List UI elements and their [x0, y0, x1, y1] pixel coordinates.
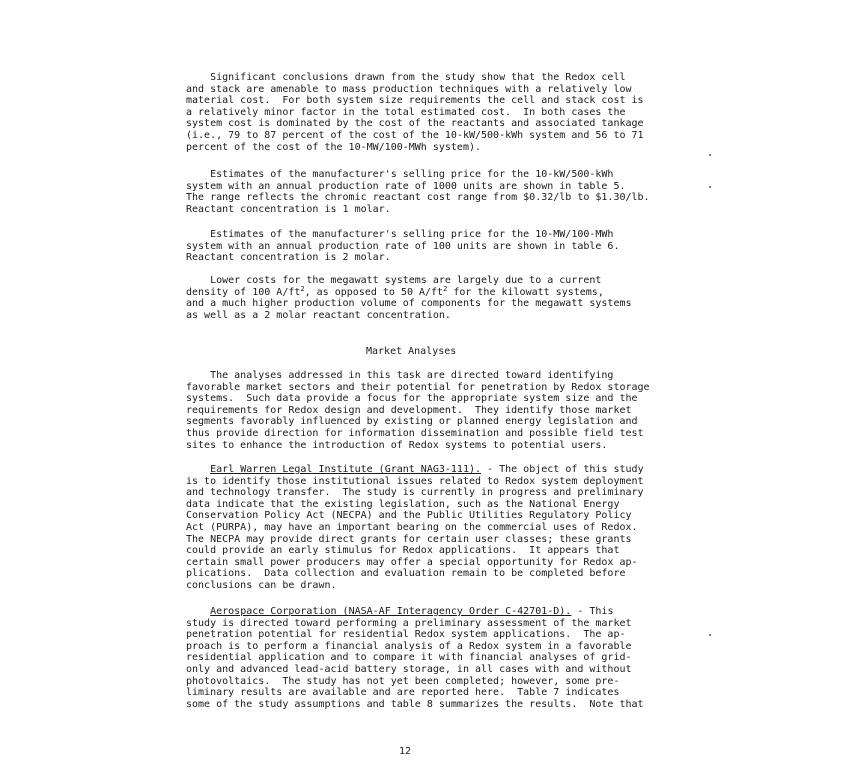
- text-line: plications. Data collection and evaluation remain to be completed before: [186, 568, 626, 580]
- text-line: The analyses addressed in this task are directed toward identifying: [186, 370, 614, 381]
- paragraph-lower-costs: [186, 275, 656, 321]
- text-line: percent of the cost of the 10-MW/100-MWh system).: [186, 141, 482, 153]
- text-line: study is directed toward performing a preliminary assessment of the market: [186, 617, 632, 629]
- text-line: system with an annual production rate of 100 units are shown in table 6.: [186, 240, 620, 252]
- text-line: certain small power producers may offer a special opportunity for Redox ap-: [186, 556, 638, 568]
- text-line: proach is to perform a financial analysis of a Redox system in a favorable: [186, 640, 632, 652]
- text-line: is to identify those institutional issues related to Redox system deployment: [186, 475, 644, 487]
- scan-speck: [709, 186, 711, 188]
- text-line: penetration potential for residential Redox system applications. The ap-: [186, 629, 626, 641]
- superscript: 2: [443, 284, 448, 293]
- text-line: The NECPA may provide direct grants for certain user classes; these grants: [186, 533, 632, 545]
- text-line: Estimates of the manufacturer's selling price for the 10-kW/500-kWh: [186, 169, 614, 180]
- text-line: Lower costs for the megawatt systems are largely due to a current: [186, 275, 602, 286]
- text-line: Reactant concentration is 1 molar.: [186, 203, 391, 215]
- text-segment: density of 100 A/ft: [186, 286, 301, 298]
- text-line: requirements for Redox design and development. They identify those market: [186, 404, 632, 416]
- scan-speck: [709, 154, 711, 156]
- text-line: some of the study assumptions and table 8 summarizes the results. Note that: [186, 698, 644, 710]
- text-line: photovoltaics. The study has not yet been completed; however, some pre-: [186, 675, 620, 687]
- text-segment: , as opposed to 50 A/ft: [304, 286, 444, 298]
- text-line: a relatively minor factor in the total estimated cost. In both cases the: [186, 106, 626, 118]
- text-segment: for the kilowatt systems,: [447, 286, 604, 298]
- text-segment: - The object of this study: [481, 464, 644, 475]
- text-line: Conservation Policy Act (NECPA) and the Public Utilities Regulatory Policy: [186, 510, 632, 522]
- text-line: Act (PURPA), may have an important bearing on the commercial uses of Redox.: [186, 521, 638, 533]
- text-line: (i.e., 79 to 87 percent of the cost of the 10-kW/500-kWh system and 56 to 71: [186, 129, 644, 141]
- text-line: favorable market sectors and their potential for penetration by Redox storage: [186, 381, 650, 393]
- paragraph-aerospace: [186, 606, 656, 710]
- text-line: Reactant concentration is 2 molar.: [186, 252, 391, 264]
- text-line: only and advanced lead-acid battery storage, in all cases with and without: [186, 663, 632, 675]
- paragraph-market-intro: [186, 370, 656, 451]
- paragraph-conclusions: [186, 72, 656, 153]
- text-line: [186, 606, 656, 618]
- text-line: and technology transfer. The study is currently in progress and preliminary: [186, 487, 644, 499]
- text-line: could provide an early stimulus for Redox applications. It appears that: [186, 545, 620, 557]
- paragraph-megawatt-estimates: [186, 229, 656, 264]
- text-line: Estimates of the manufacturer's selling price for the 10-MW/100-MWh: [186, 229, 614, 240]
- superscript: 2: [300, 284, 305, 293]
- text-line: and a much higher production volume of components for the megawatt systems: [186, 298, 632, 310]
- project-title: Aerospace Corporation (NASA-AF Interagency Order C-42701-D).: [210, 606, 572, 617]
- text-line: residential application and to compare it with financial analyses of grid-: [186, 652, 632, 664]
- page-number: 12: [399, 746, 412, 757]
- text-line: and stack are amenable to mass production techniques with a relatively low: [186, 83, 632, 95]
- text-line: [186, 284, 656, 299]
- paragraph-earl-warren: [186, 464, 656, 592]
- text-line: system cost is dominated by the cost of the reactants and associated tankage: [186, 118, 644, 130]
- text-line: [186, 464, 656, 476]
- text-line: system with an annual production rate of 1000 units are shown in table 5.: [186, 180, 626, 192]
- project-title: Earl Warren Legal Institute (Grant NAG3-111).: [210, 464, 482, 475]
- paragraph-kilowatt-estimates: [186, 169, 656, 215]
- text-line: material cost. For both system size requirements the cell and stack cost is: [186, 95, 644, 107]
- text-line: sites to enhance the introduction of Redox systems to potential users.: [186, 439, 608, 451]
- scan-speck: [709, 634, 711, 636]
- text-line: liminary results are available and are reported here. Table 7 indicates: [186, 687, 620, 699]
- text-line: segments favorably influenced by existing or planned energy legislation and: [186, 416, 638, 428]
- text-line: data indicate that the existing legislation, such as the National Energy: [186, 498, 620, 510]
- section-heading: Market Analyses: [366, 346, 457, 357]
- text-line: Significant conclusions drawn from the study show that the Redox cell: [186, 72, 626, 83]
- text-line: systems. Such data provide a focus for the appropriate system size and the: [186, 393, 638, 405]
- text-line: as well as a 2 molar reactant concentration.: [186, 309, 451, 321]
- text-line: The range reflects the chromic reactant cost range from $0.32/lb to $1.30/lb.: [186, 192, 650, 204]
- text-line: conclusions can be drawn.: [186, 579, 337, 591]
- text-line: thus provide direction for information dissemination and possible field test: [186, 427, 644, 439]
- text-segment: - This: [571, 606, 614, 617]
